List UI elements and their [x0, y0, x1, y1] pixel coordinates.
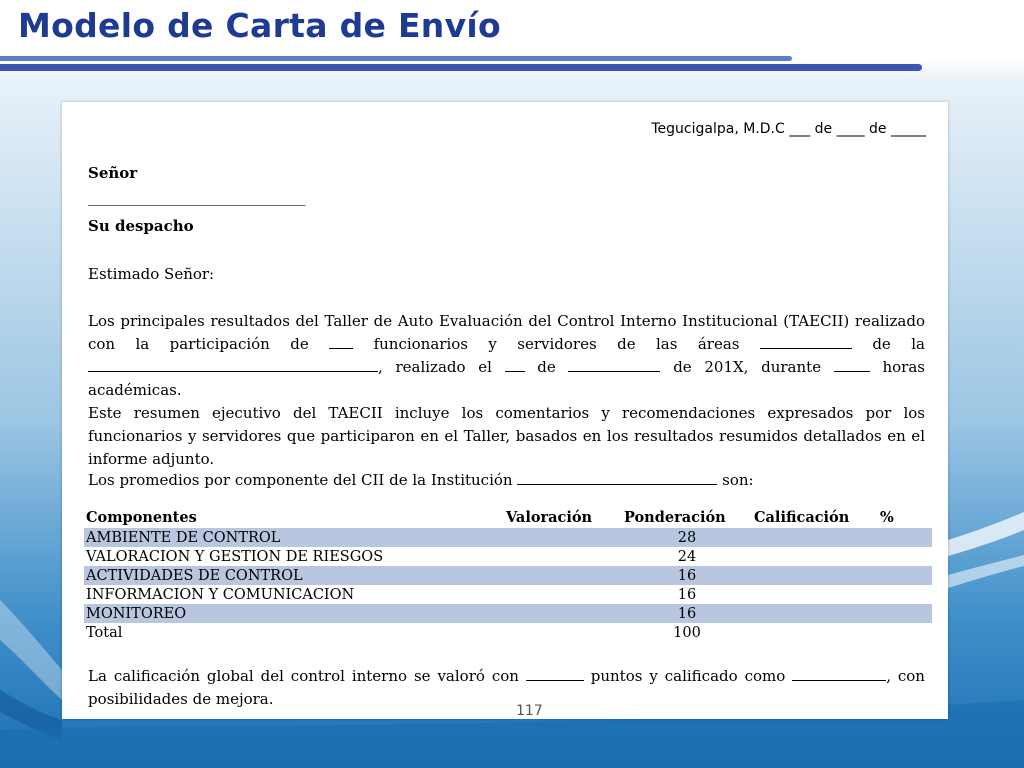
p1-text-g: horas académicas.	[88, 358, 925, 399]
total-ponderacion: 100	[673, 624, 701, 641]
blank-institution-name	[517, 484, 717, 485]
blank-month	[568, 371, 660, 372]
component-ponderacion: 16	[677, 586, 697, 603]
blank-hours	[834, 371, 870, 372]
closing-text-a: La calificación global del control interno se valoró con	[88, 667, 519, 685]
component-name: AMBIENTE DE CONTROL	[84, 528, 504, 547]
p3-text-a: Los promedios por componente del CII de la Institución	[88, 471, 513, 489]
blank-points	[526, 680, 584, 681]
blank-day	[505, 371, 525, 372]
header-valoracion: Valoración	[504, 506, 622, 528]
blank-areas	[760, 348, 852, 349]
table-row	[84, 528, 932, 547]
title-underline-thin	[0, 56, 792, 61]
total-label: Total	[86, 624, 123, 641]
p1-text-e: de	[537, 358, 556, 376]
component-ponderacion: 28	[622, 528, 752, 547]
p1-text-a: Los principales resultados del Taller de Auto Evaluación del Control Interno Institucional (TAECII) realizado con la participación de	[88, 312, 925, 353]
paragraph-summary: Este resumen ejecutivo del TAECII incluye los comentarios y recomendaciones expresados por los funcionarios y servidores que participaron en el Taller, basados en los resultados resumidos detallados en el informe adjunto.	[88, 404, 925, 468]
component-ponderacion: 16	[622, 566, 752, 585]
component-name: INFORMACION Y COMUNICACION	[86, 586, 355, 603]
table-header-row	[84, 506, 932, 528]
closing-text-b: puntos y calificado como	[590, 667, 786, 685]
component-ponderacion: 16	[622, 604, 752, 623]
paragraph-results	[88, 310, 925, 402]
component-name: ACTIVIDADES DE CONTROL	[84, 566, 504, 585]
blank-rating	[792, 680, 886, 681]
p1-text-d: , realizado el	[378, 358, 492, 376]
greeting: Estimado Señor:	[88, 265, 215, 283]
header-componentes: Componentes	[84, 506, 504, 528]
table-row	[84, 547, 932, 566]
paragraph-averages	[88, 471, 754, 489]
header-ponderacion: Ponderación	[622, 506, 752, 528]
component-name: MONITOREO	[84, 604, 504, 623]
closing-text-c: , con posibilidades de mejora.	[88, 667, 925, 708]
paragraph-closing	[88, 665, 925, 711]
title-underline-thick	[0, 64, 922, 71]
p3-text-b: son:	[722, 471, 754, 489]
salutation-title: Señor	[88, 164, 138, 182]
slide-title: Modelo de Carta de Envío	[18, 6, 501, 45]
component-ponderacion: 24	[677, 548, 697, 565]
office-line: Su despacho	[88, 217, 194, 235]
header-calificacion: Calificación	[752, 506, 878, 528]
blank-institution	[88, 371, 378, 372]
letter-document	[62, 102, 948, 719]
date-line: Tegucigalpa, M.D.C ___ de ____ de _____	[651, 121, 926, 137]
page-number: 117	[516, 703, 543, 719]
p1-text-f: de 201X, durante	[673, 358, 822, 376]
table-row	[84, 604, 932, 623]
table-row	[84, 566, 932, 585]
recipient-line: _____________________________	[88, 188, 306, 206]
header-porcentaje: %	[878, 506, 932, 528]
table-row	[84, 585, 932, 604]
components-table	[84, 506, 932, 642]
component-name: VALORACION Y GESTION DE RIESGOS	[86, 548, 384, 565]
p1-text-c: de la	[872, 335, 925, 353]
blank-participants	[329, 348, 353, 349]
table-total-row	[84, 623, 932, 642]
p1-text-b: funcionarios y servidores de las áreas	[373, 335, 740, 353]
